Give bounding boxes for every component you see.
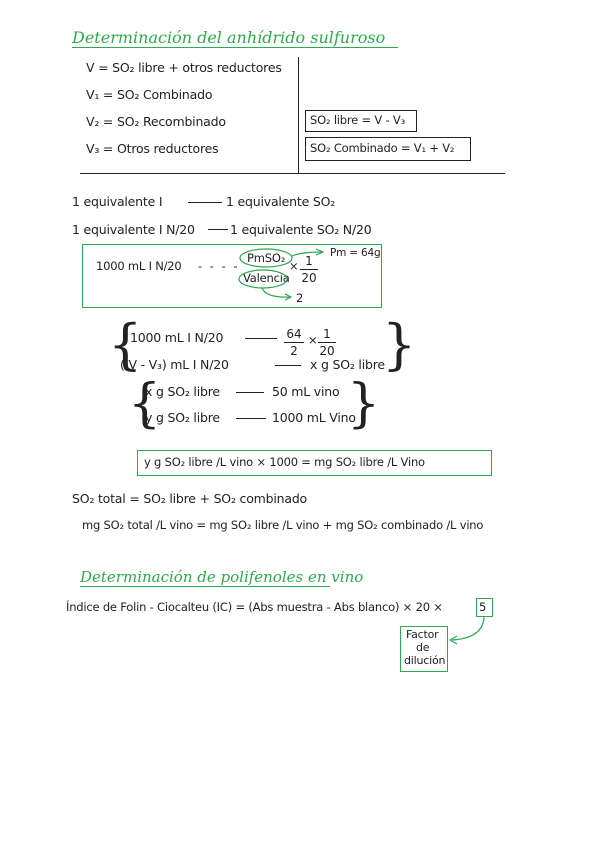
- result-formula: y g SO₂ libre /L vino × 1000 = mg SO₂ libre /L Vino: [144, 455, 425, 469]
- box1-pm-value: Pm = 64g: [330, 247, 381, 259]
- total-mg-line: mg SO₂ total /L vino = mg SO₂ libre /L vino + mg SO₂ combinado /L vino: [82, 518, 484, 532]
- system-left-brace-2: {: [128, 374, 162, 434]
- definition-v3: V₃ = Otros reductores: [86, 141, 219, 156]
- box1-frac-den: 20: [301, 271, 317, 285]
- definition-v1: V₁ = SO₂ Combinado: [86, 87, 213, 102]
- definition-v2: V₂ = SO₂ Recombinado: [86, 114, 226, 129]
- system-row1-den: 2: [290, 344, 298, 358]
- box1-valencia-value: 2: [296, 291, 304, 305]
- factor-label-3: dilución: [404, 654, 446, 667]
- system-row1-times: ×: [308, 333, 318, 347]
- system-row4-right: 1000 mL Vino: [272, 410, 356, 425]
- definition-v: V = SO₂ libre + otros reductores: [86, 60, 282, 75]
- system-right-brace-2: }: [347, 374, 381, 434]
- section-title-sulfuroso: Determinación del anhídrido sulfuroso: [72, 28, 386, 47]
- system-left-brace-1: {: [108, 313, 143, 376]
- system-row3-left: x g SO₂ libre: [145, 384, 220, 399]
- box1-frac-num: 1: [305, 254, 313, 268]
- equivalence-1-right: 1 equivalente SO₂: [226, 194, 336, 209]
- valencia-arrow: [262, 288, 290, 297]
- system-row2-left: ( V - V₃) mL I N/20: [120, 357, 229, 372]
- box1-dashes: - - - -: [198, 259, 240, 273]
- equivalence-2-left: 1 equivalente I N/20: [72, 222, 195, 237]
- system-row1-den2: 20: [319, 344, 335, 358]
- system-right-brace-1: }: [382, 313, 417, 376]
- section-title-polifenoles: Determinación de polifenoles en vino: [80, 568, 364, 586]
- valencia-oval: [239, 270, 287, 288]
- system-row4-left: y g SO₂ libre: [145, 410, 220, 425]
- system-row2-right: x g SO₂ libre: [310, 357, 385, 372]
- formula-so2-combinado: SO₂ Combinado = V₁ + V₂: [310, 141, 455, 155]
- system-row1-left: 1000 mL I N/20: [130, 330, 224, 345]
- equivalence-1-left: 1 equivalente I: [72, 194, 163, 209]
- box1-pm-label: PmSO₂: [247, 251, 286, 265]
- system-row1-num: 64: [286, 327, 302, 341]
- factor-symbol: 5: [479, 600, 487, 614]
- system-row1-num2: 1: [323, 327, 331, 341]
- box1-times: ×: [289, 259, 299, 273]
- pm-oval: [240, 249, 292, 267]
- factor-label-1: Factor: [406, 628, 439, 641]
- folin-formula: Índice de Folin - Ciocalteu (IC) = (Abs muestra - Abs blanco) × 20 ×: [66, 600, 443, 614]
- system-row3-right: 50 mL vino: [272, 384, 340, 399]
- equivalence-2-right: 1 equivalente SO₂ N/20: [230, 222, 372, 237]
- total-so2-line: SO₂ total = SO₂ libre + SO₂ combinado: [72, 491, 308, 506]
- factor-label-2: de: [416, 641, 430, 654]
- box1-valencia-label: Valencia: [243, 271, 290, 285]
- formula-so2-libre: SO₂ libre = V - V₃: [310, 113, 406, 127]
- box1-left: 1000 mL I N/20: [96, 259, 182, 273]
